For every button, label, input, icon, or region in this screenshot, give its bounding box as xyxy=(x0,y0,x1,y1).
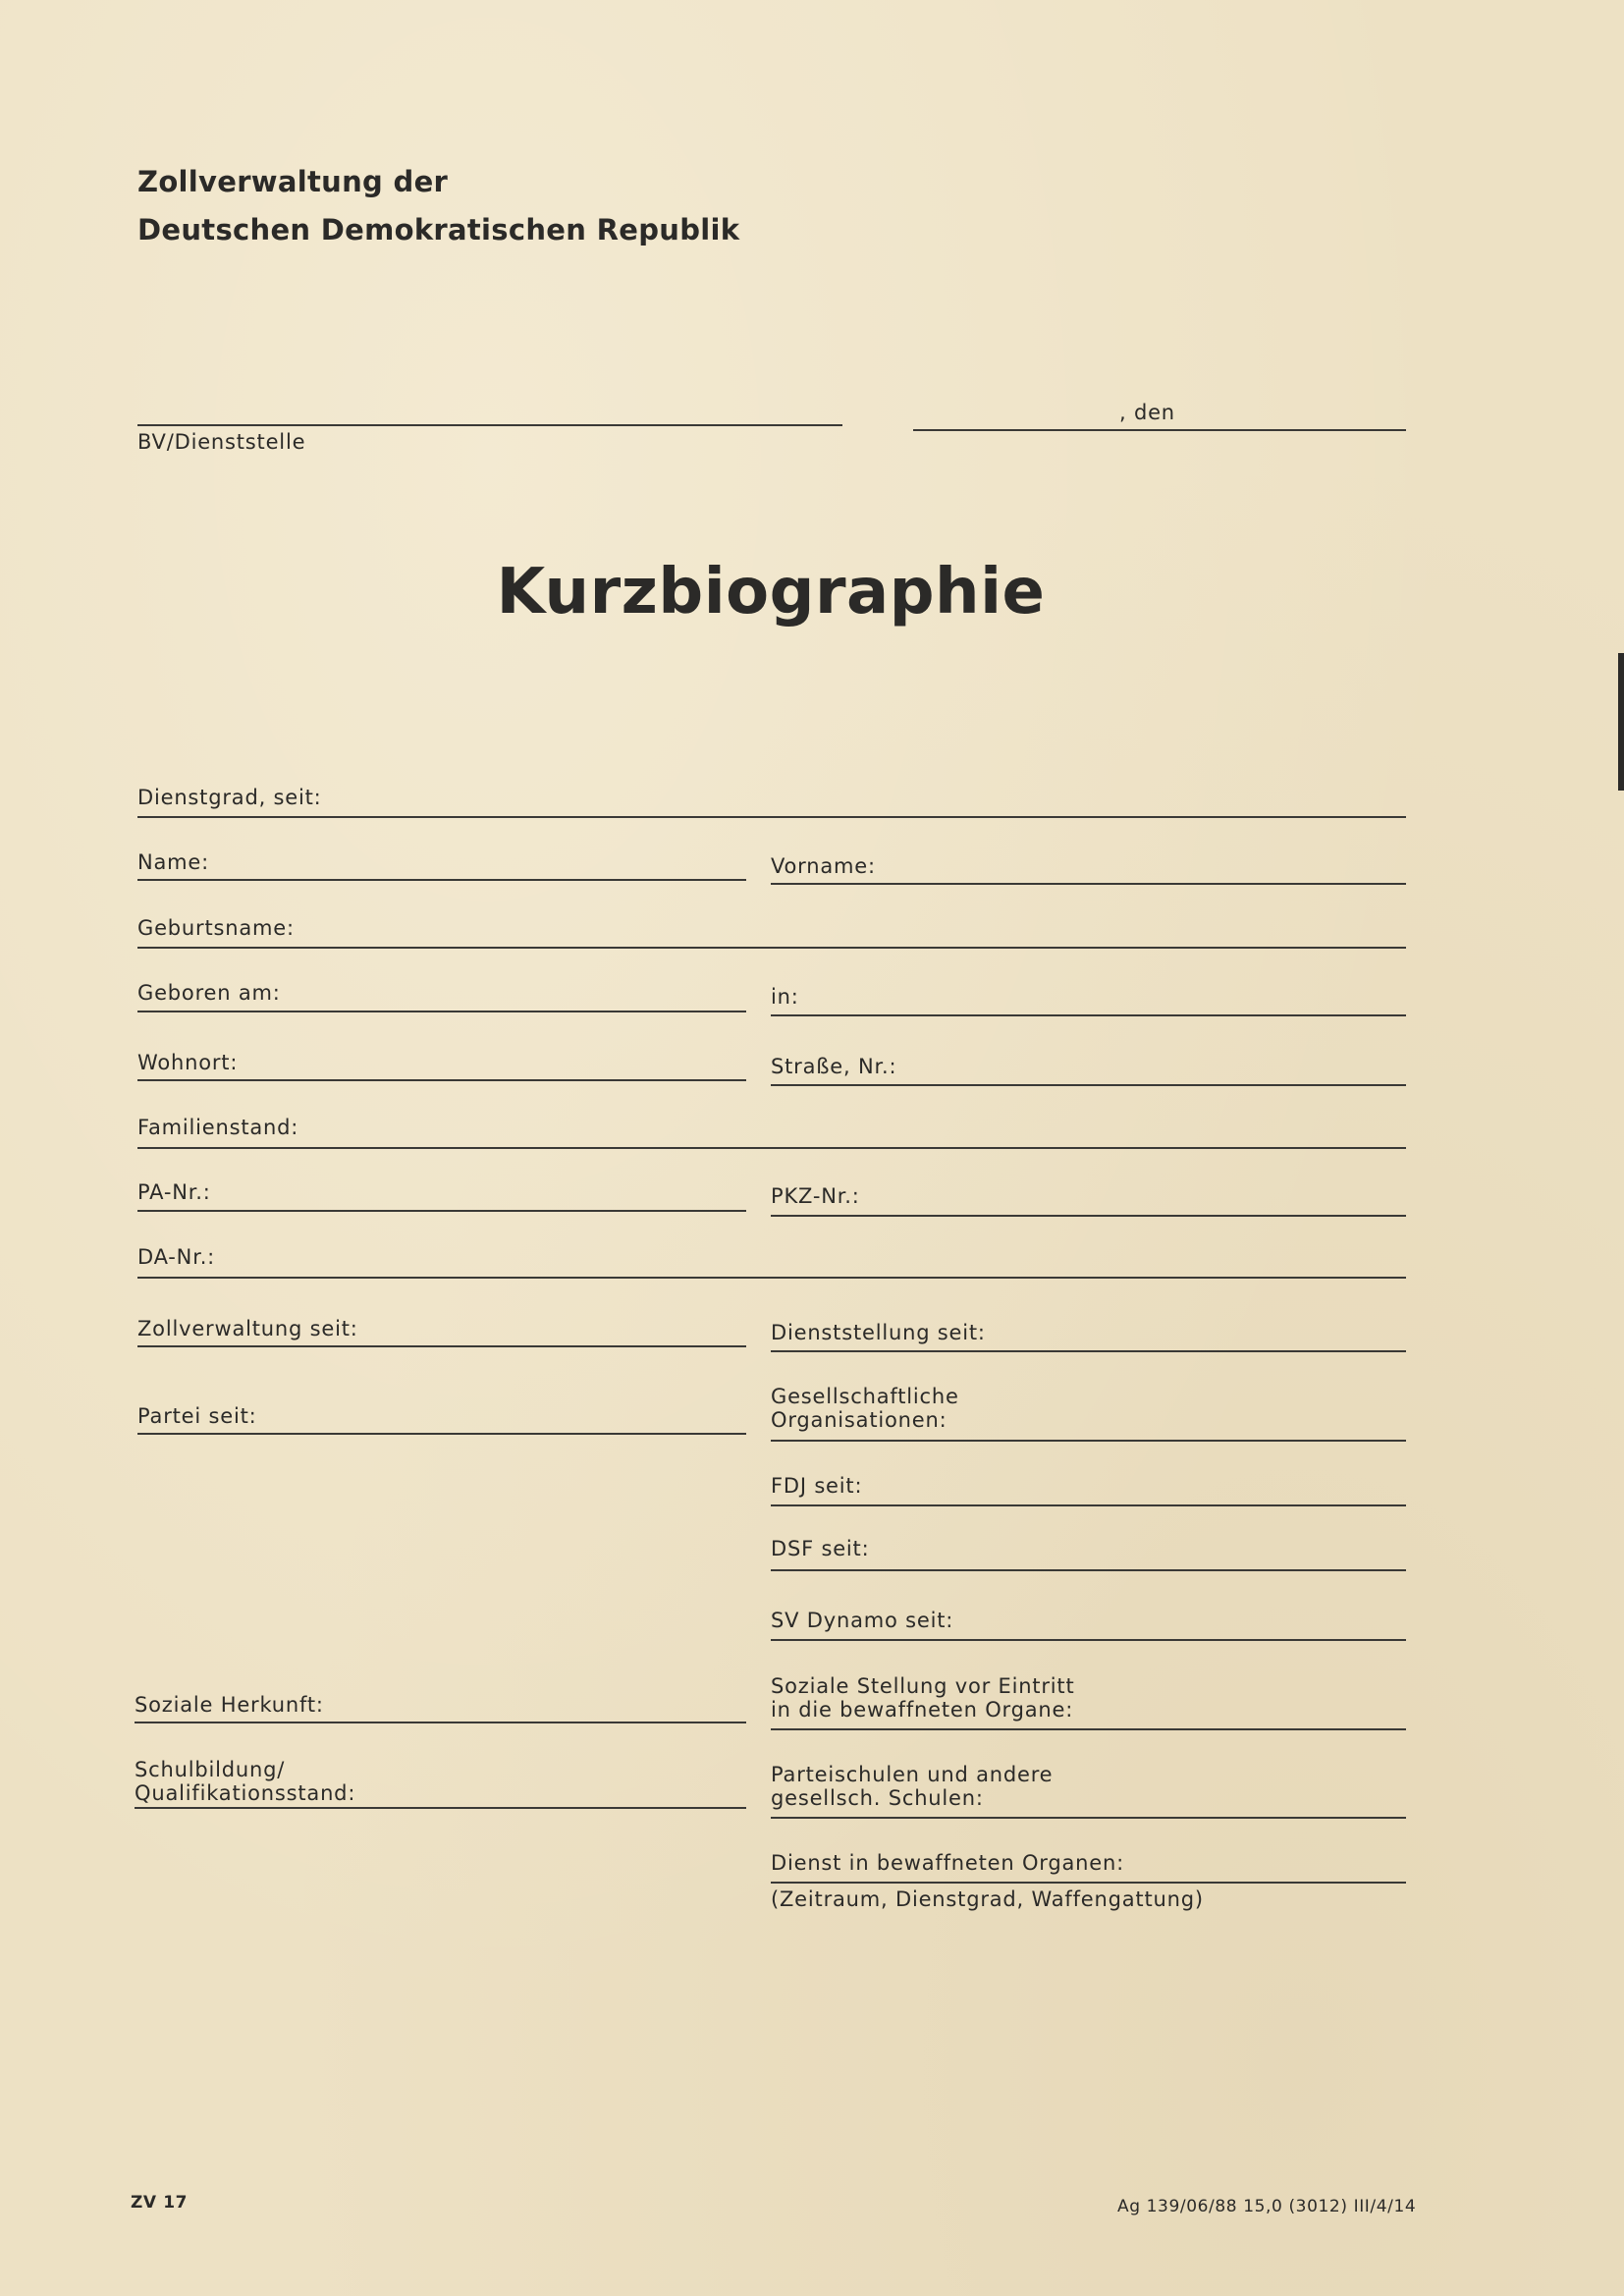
dsf-seit-field-line[interactable] xyxy=(771,1569,1406,1571)
dienststelle-label: BV/Dienststelle xyxy=(137,430,306,454)
parteischulen-label-line-2: gesellsch. Schulen: xyxy=(771,1786,984,1810)
soziale-herkunft-label: Soziale Herkunft: xyxy=(135,1693,324,1717)
schulbildung-label-line-2: Qualifikationsstand: xyxy=(135,1781,356,1805)
soziale-stellung-field-line[interactable] xyxy=(771,1728,1406,1730)
wohnort-field-line[interactable] xyxy=(137,1079,746,1081)
soziale-herkunft-field-line[interactable] xyxy=(135,1722,746,1723)
sv-dynamo-seit-label: SV Dynamo seit: xyxy=(771,1609,954,1632)
geburtsname-field-line[interactable] xyxy=(137,947,1406,949)
dienststellung-seit-field-line[interactable] xyxy=(771,1350,1406,1352)
dienststelle-field-line[interactable] xyxy=(137,424,842,426)
geburtsort-label: in: xyxy=(771,985,799,1009)
schulbildung-label xyxy=(135,1758,355,1805)
print-code: Ag 139/06/88 15,0 (3012) III/4/14 xyxy=(1117,2197,1417,2216)
gesellschaftliche-organisationen-label xyxy=(771,1385,959,1432)
zollverwaltung-seit-label: Zollverwaltung seit: xyxy=(137,1317,358,1340)
organization-line-1: Zollverwaltung der xyxy=(137,165,449,198)
gesellschaftliche-organisationen-label-line-2: Organisationen: xyxy=(771,1408,947,1432)
strasse-label: Straße, Nr.: xyxy=(771,1055,897,1078)
strasse-field-line[interactable] xyxy=(771,1084,1406,1086)
zollverwaltung-seit-field-line[interactable] xyxy=(137,1345,746,1347)
dienst-bewaffnet-hint: (Zeitraum, Dienstgrad, Waffengattung) xyxy=(771,1887,1204,1911)
da-nr-field-line[interactable] xyxy=(137,1277,1406,1279)
partei-seit-label: Partei seit: xyxy=(137,1404,257,1428)
parteischulen-field-line[interactable] xyxy=(771,1817,1406,1819)
familienstand-field-line[interactable] xyxy=(137,1147,1406,1149)
page-title: Kurzbiographie xyxy=(496,556,1046,629)
soziale-stellung-label xyxy=(771,1674,1074,1722)
partei-seit-field-line[interactable] xyxy=(137,1433,746,1435)
pkz-nr-field-line[interactable] xyxy=(771,1215,1406,1217)
pkz-nr-label: PKZ-Nr.: xyxy=(771,1184,860,1208)
dienst-bewaffnet-field-line[interactable] xyxy=(771,1882,1406,1884)
form-code: ZV 17 xyxy=(131,2193,189,2213)
schulbildung-field-line[interactable] xyxy=(135,1807,746,1809)
dienstgrad-field-line[interactable] xyxy=(137,816,1406,818)
dienstgrad-label: Dienstgrad, seit: xyxy=(137,786,322,809)
sv-dynamo-seit-field-line[interactable] xyxy=(771,1639,1406,1641)
wohnort-label: Wohnort: xyxy=(137,1051,239,1074)
vorname-label: Vorname: xyxy=(771,854,876,878)
fdj-seit-label: FDJ seit: xyxy=(771,1474,863,1498)
dienst-bewaffnet-label: Dienst in bewaffneten Organen: xyxy=(771,1851,1124,1875)
geburtsort-field-line[interactable] xyxy=(771,1014,1406,1016)
organization-line-2: Deutschen Demokratischen Republik xyxy=(137,213,740,246)
geburtsname-label: Geburtsname: xyxy=(137,916,295,940)
name-field-line[interactable] xyxy=(137,879,746,881)
schulbildung-label-line-1: Schulbildung/ xyxy=(135,1758,286,1781)
den-label: , den xyxy=(1119,401,1175,424)
pa-nr-field-line[interactable] xyxy=(137,1210,746,1212)
dienststellung-seit-label: Dienststellung seit: xyxy=(771,1321,986,1344)
name-label: Name: xyxy=(137,850,210,874)
fdj-seit-field-line[interactable] xyxy=(771,1504,1406,1506)
geboren-am-field-line[interactable] xyxy=(137,1011,746,1012)
gesellschaftliche-organisationen-label-line-1: Gesellschaftliche xyxy=(771,1385,959,1408)
soziale-stellung-label-line-2: in die bewaffneten Organe: xyxy=(771,1698,1074,1722)
parteischulen-label xyxy=(771,1763,1053,1810)
familienstand-label: Familienstand: xyxy=(137,1116,299,1139)
pa-nr-label: PA-Nr.: xyxy=(137,1180,211,1204)
soziale-stellung-label-line-1: Soziale Stellung vor Eintritt xyxy=(771,1674,1075,1698)
vorname-field-line[interactable] xyxy=(771,883,1406,885)
da-nr-label: DA-Nr.: xyxy=(137,1245,216,1269)
geboren-am-label: Geboren am: xyxy=(137,981,281,1005)
parteischulen-label-line-1: Parteischulen und andere xyxy=(771,1763,1054,1786)
gesellschaftliche-organisationen-field-line[interactable] xyxy=(771,1440,1406,1442)
page-edge-mark xyxy=(1618,653,1624,791)
place-date-field-line[interactable] xyxy=(913,429,1406,431)
dsf-seit-label: DSF seit: xyxy=(771,1537,870,1560)
